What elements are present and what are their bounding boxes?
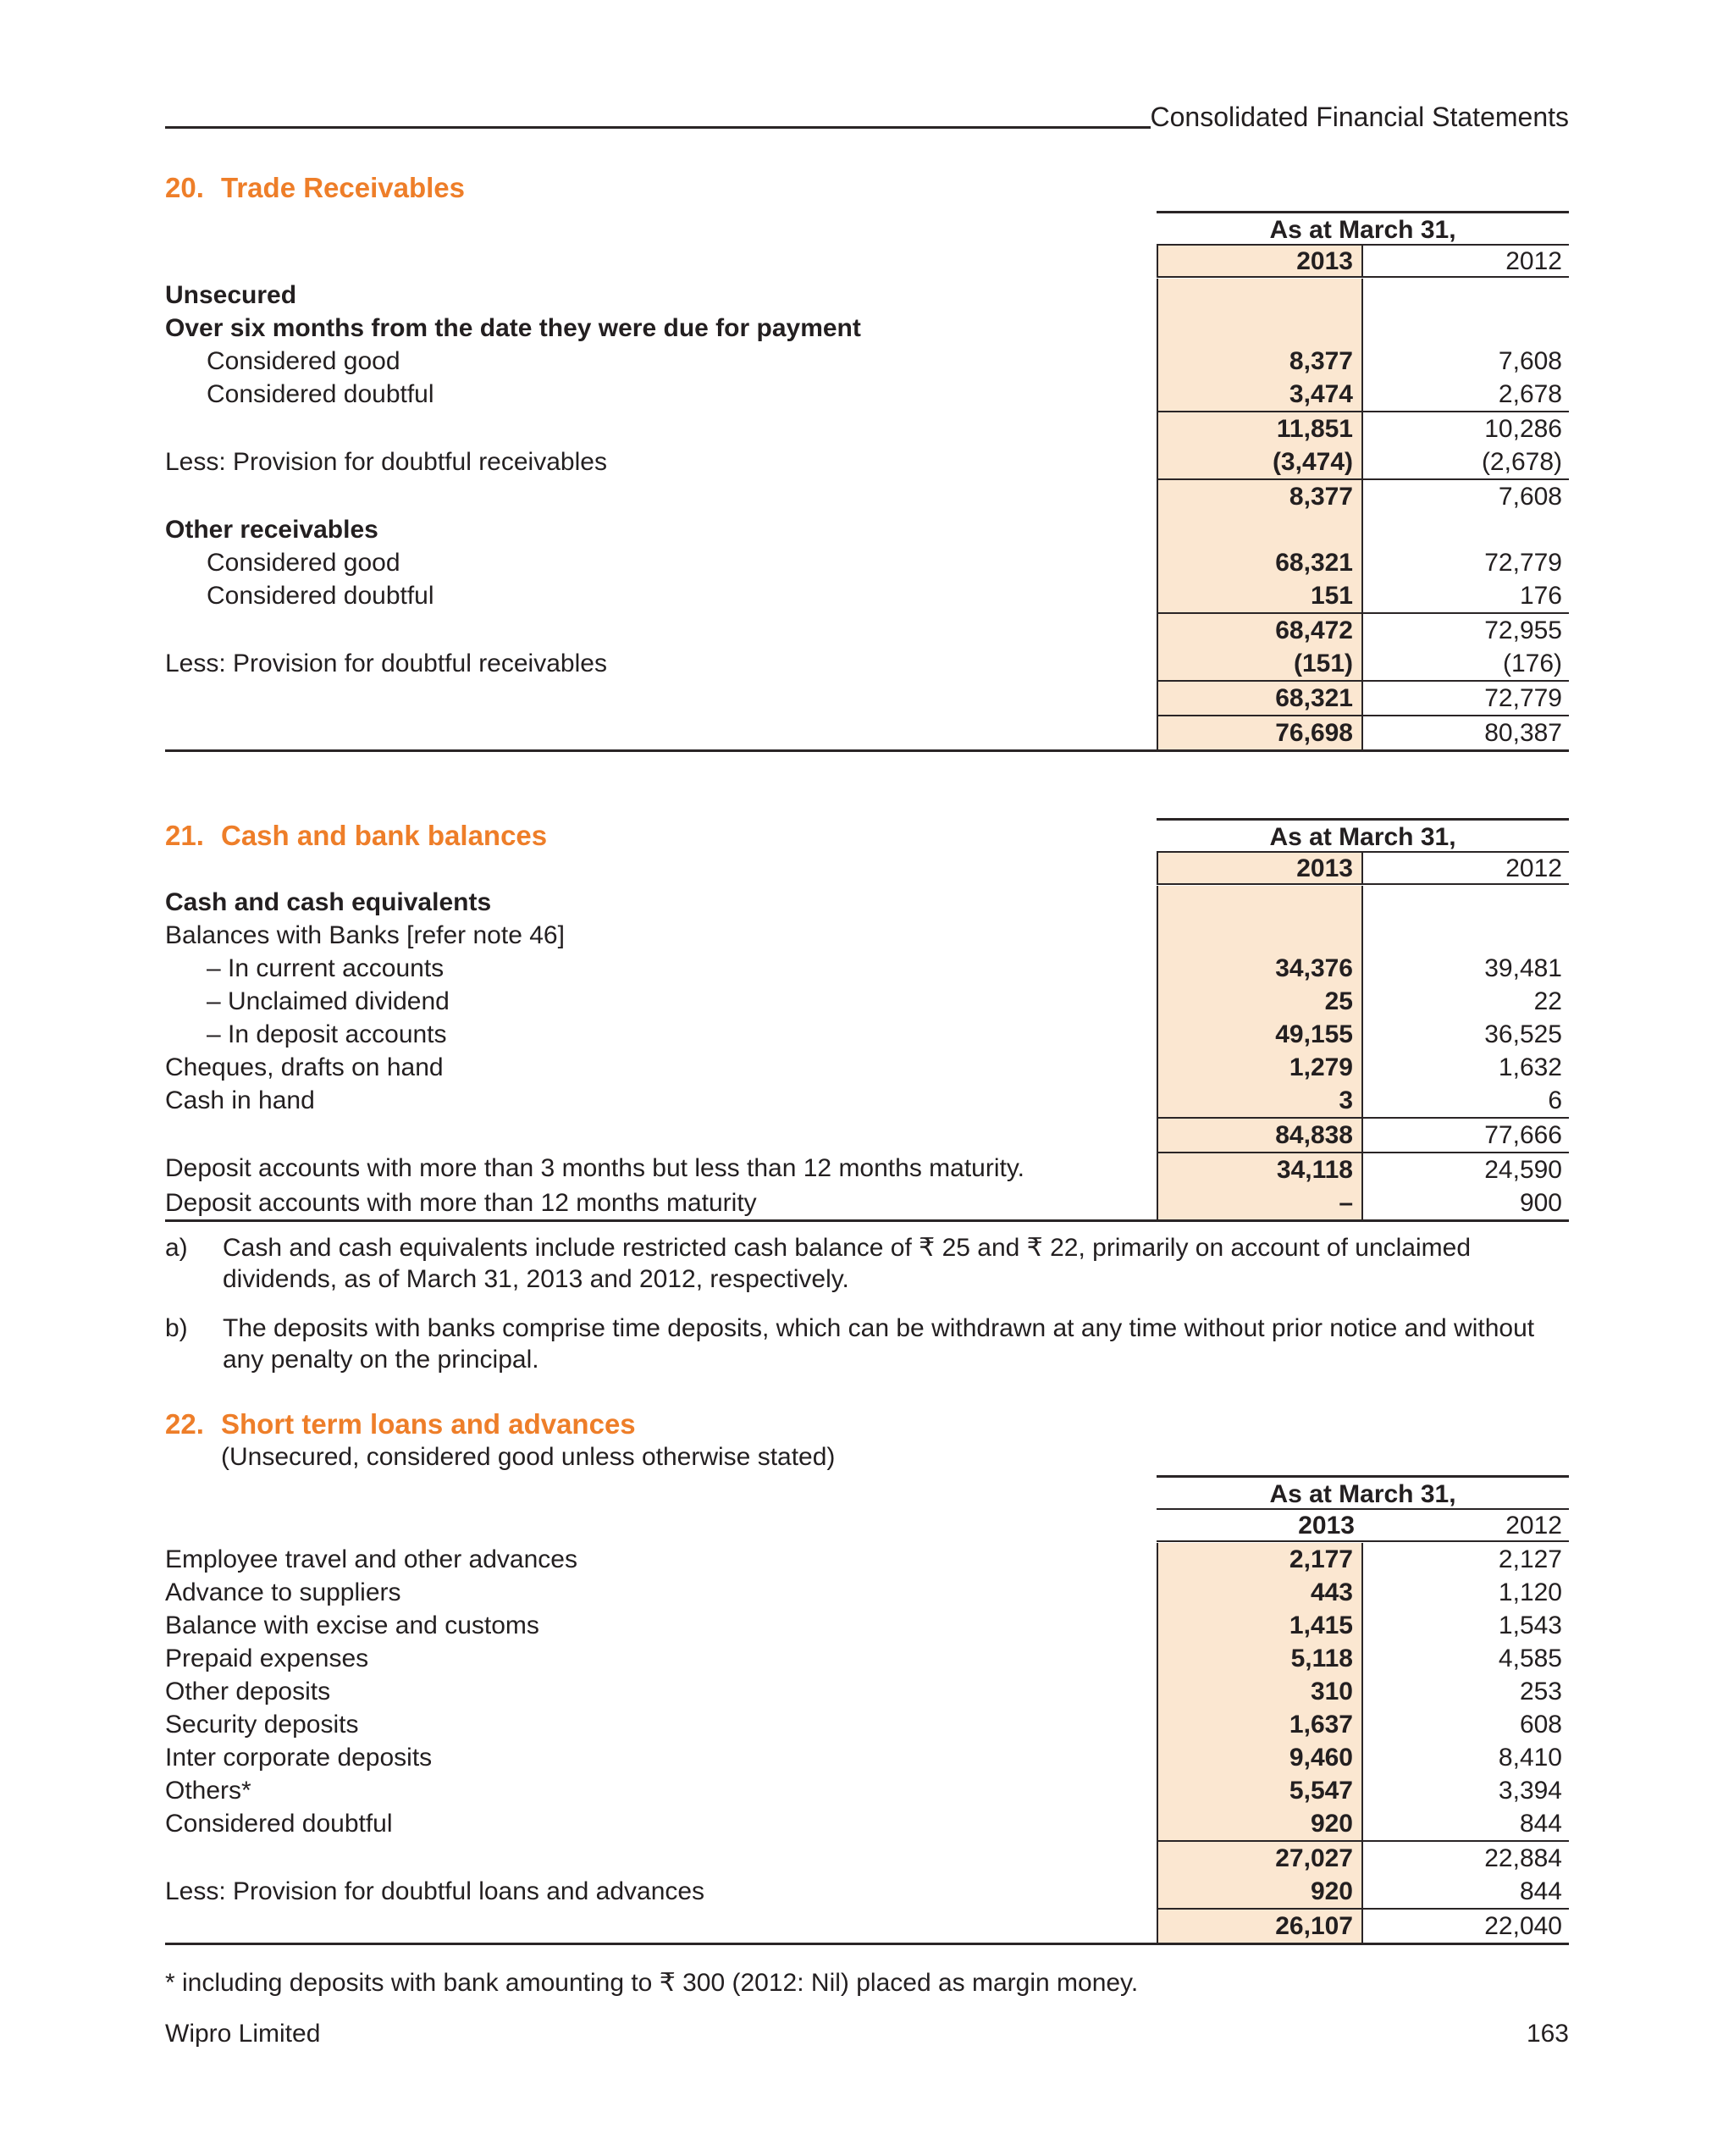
- row-value-2012: (2,678): [1481, 448, 1562, 476]
- row-value-2013: 34,118: [1157, 1152, 1363, 1186]
- row-label: Over six months from the date they were due for payment: [165, 314, 861, 342]
- row-value-2013: 920: [1157, 1807, 1363, 1840]
- total-value-2013: 76,698: [1157, 715, 1363, 749]
- row-value-2013: 920: [1157, 1875, 1363, 1908]
- section-22-heading: [165, 1407, 1569, 1440]
- row-value-2013: 5,547: [1157, 1774, 1363, 1807]
- row-value-2013: 2,177: [1157, 1543, 1363, 1576]
- row-value-2012: 844: [1519, 1810, 1562, 1838]
- section-22-title: Short term loans and advances: [221, 1408, 636, 1440]
- subtotal-value-2013: 84,838: [1157, 1117, 1363, 1152]
- row-value-2013: 1,415: [1157, 1609, 1363, 1642]
- note-b-marker: b): [165, 1314, 188, 1342]
- row-value-2012: [1363, 886, 1569, 919]
- row-label: Other receivables: [165, 516, 378, 544]
- column-header-2013: 2013: [1157, 1510, 1363, 1542]
- row-value-2013: 34,376: [1157, 952, 1363, 985]
- subtotal-value-2013: 8,377: [1157, 478, 1363, 513]
- row-label: Others*: [165, 1777, 251, 1805]
- section-20-heading: [165, 171, 1569, 204]
- row-label: Security deposits: [165, 1711, 359, 1739]
- row-value-2012: [1363, 312, 1569, 345]
- table-spacer: [165, 853, 1157, 886]
- row-value-2012: 608: [1519, 1711, 1562, 1739]
- row-value-2013: 1,279: [1157, 1051, 1363, 1084]
- row-label: Less: Provision for doubtful receivables: [165, 650, 607, 677]
- row-label: [165, 715, 1157, 749]
- column-group-header: As at March 31,: [1157, 1475, 1569, 1510]
- row-label: [165, 612, 1157, 647]
- column-header-2013: 2013: [1157, 853, 1363, 885]
- row-label: – In current accounts: [207, 954, 445, 982]
- column-header-2012: 2012: [1363, 853, 1569, 885]
- row-value-2013: [1157, 279, 1363, 312]
- row-label: Prepaid expenses: [165, 1645, 369, 1672]
- row-label: Deposit accounts with more than 12 months maturity: [165, 1189, 757, 1217]
- row-value-2012: 24,590: [1363, 1152, 1569, 1186]
- row-label: Less: Provision for doubtful loans and advances: [165, 1877, 705, 1905]
- note-a: [165, 1232, 1569, 1295]
- row-label: [165, 1117, 1157, 1152]
- table-footnote: * including deposits with bank amounting to ₹ 300 (2012: Nil) placed as margin money.: [165, 1969, 1139, 1997]
- row-label: [165, 680, 1157, 715]
- notes-block: [165, 1232, 1569, 1375]
- row-label: Advance to suppliers: [165, 1578, 401, 1606]
- subtotal-value-2013: 11,851: [1157, 411, 1363, 445]
- column-group-header: As at March 31,: [1157, 211, 1569, 246]
- table-spacer: [165, 211, 1157, 246]
- section-21-number: 21.: [165, 820, 204, 851]
- total-value-2013: 26,107: [1157, 1908, 1363, 1943]
- row-value-2012: 22: [1533, 987, 1562, 1015]
- row-value-2012: 176: [1519, 582, 1562, 610]
- row-value-2012: 2,127: [1498, 1545, 1562, 1573]
- subtotal-value-2013: 68,321: [1157, 680, 1363, 715]
- row-label: Balances with Banks [refer note 46]: [165, 921, 565, 949]
- row-value-2012: [1363, 279, 1569, 312]
- page-header: [165, 0, 1569, 134]
- section-22-number: 22.: [165, 1408, 204, 1440]
- subtotal-value-2012: 22,884: [1363, 1840, 1569, 1875]
- row-value-2012: 8,410: [1498, 1744, 1562, 1772]
- row-label: Considered doubtful: [207, 582, 434, 610]
- row-value-2013: [1157, 312, 1363, 345]
- row-value-2013: 151: [1157, 579, 1363, 612]
- table-spacer: [165, 1475, 1157, 1510]
- row-value-2012: 3,394: [1498, 1777, 1562, 1805]
- column-header-2012: 2012: [1363, 246, 1569, 278]
- row-label: [165, 1840, 1157, 1875]
- row-value-2012: 900: [1519, 1189, 1562, 1217]
- row-label: Cheques, drafts on hand: [165, 1053, 444, 1081]
- column-group-header: As at March 31,: [1157, 818, 1569, 853]
- subtotal-value-2013: 68,472: [1157, 612, 1363, 647]
- subtotal-value-2012: 72,955: [1363, 612, 1569, 647]
- column-header-2013: 2013: [1157, 246, 1363, 278]
- row-label: – In deposit accounts: [207, 1020, 447, 1048]
- row-value-2012: 1,543: [1498, 1611, 1562, 1639]
- column-header-2012: 2012: [1363, 1510, 1569, 1542]
- row-label: Cash and cash equivalents: [165, 888, 492, 916]
- section-21-title: Cash and bank balances: [221, 820, 548, 851]
- row-value-2013: [1157, 919, 1363, 952]
- row-label: Considered doubtful: [207, 380, 434, 408]
- row-value-2012: 844: [1519, 1877, 1562, 1905]
- row-value-2013: 8,377: [1157, 345, 1363, 378]
- note-a-marker: a): [165, 1234, 188, 1262]
- page-footer: [165, 2020, 1569, 2048]
- subtotal-value-2012: 77,666: [1363, 1117, 1569, 1152]
- row-value-2013: 9,460: [1157, 1741, 1363, 1774]
- row-value-2012: 36,525: [1484, 1020, 1562, 1048]
- short-term-loans-table: [165, 1475, 1569, 1945]
- row-label: Less: Provision for doubtful receivables: [165, 448, 607, 476]
- row-value-2013: (151): [1157, 647, 1363, 680]
- row-label: Other deposits: [165, 1678, 331, 1705]
- row-label: Balance with excise and customs: [165, 1611, 539, 1639]
- row-value-2013: [1157, 886, 1363, 919]
- row-label: Unsecured: [165, 281, 297, 309]
- footer-page-number: 163: [1526, 2020, 1569, 2048]
- note-b: [165, 1313, 1569, 1375]
- row-label: [165, 478, 1157, 513]
- row-value-2013: 443: [1157, 1576, 1363, 1609]
- row-value-2012: 2,678: [1498, 380, 1562, 408]
- row-label: Considered doubtful: [165, 1810, 393, 1838]
- row-value-2013: (3,474): [1157, 445, 1363, 478]
- header-title: Consolidated Financial Statements: [1150, 102, 1569, 132]
- subtotal-value-2012: 72,779: [1363, 680, 1569, 715]
- row-value-2013: 310: [1157, 1675, 1363, 1708]
- subtotal-value-2012: 7,608: [1363, 478, 1569, 513]
- row-value-2013: 3,474: [1157, 378, 1363, 411]
- row-value-2013: –: [1157, 1186, 1363, 1219]
- row-value-2013: 5,118: [1157, 1642, 1363, 1675]
- row-value-2012: 39,481: [1484, 954, 1562, 982]
- row-value-2012: 7,608: [1498, 347, 1562, 375]
- table-spacer: [165, 1510, 1157, 1543]
- subtotal-value-2013: 27,027: [1157, 1840, 1363, 1875]
- row-label: – Unclaimed dividend: [207, 987, 450, 1015]
- row-value-2012: 253: [1519, 1678, 1562, 1705]
- total-value-2012: 22,040: [1363, 1908, 1569, 1943]
- section-22-subtitle: (Unsecured, considered good unless otherwise stated): [221, 1443, 836, 1471]
- subtotal-value-2012: 10,286: [1363, 411, 1569, 445]
- row-label: Employee travel and other advances: [165, 1545, 577, 1573]
- row-value-2012: (176): [1502, 650, 1562, 677]
- row-value-2013: 68,321: [1157, 546, 1363, 579]
- row-value-2012: [1363, 919, 1569, 952]
- footer-company: Wipro Limited: [165, 2020, 321, 2048]
- row-value-2012: 72,779: [1484, 549, 1562, 577]
- row-value-2012: 6: [1548, 1086, 1562, 1114]
- section-21-heading: [165, 818, 1157, 853]
- note-b-text: The deposits with banks comprise time deposits, which can be withdrawn at any time without prior notice and without any penalty on the principal.: [223, 1314, 1535, 1374]
- row-label: [165, 411, 1157, 445]
- row-value-2012: 4,585: [1498, 1645, 1562, 1672]
- row-value-2012: [1363, 513, 1569, 546]
- table-spacer: [165, 246, 1157, 279]
- row-value-2013: 3: [1157, 1084, 1363, 1117]
- row-value-2012: 1,120: [1498, 1578, 1562, 1606]
- total-value-2012: 80,387: [1363, 715, 1569, 749]
- row-label: Considered good: [207, 347, 400, 375]
- row-label: Cash in hand: [165, 1086, 315, 1114]
- row-label: Inter corporate deposits: [165, 1744, 433, 1772]
- row-value-2013: [1157, 513, 1363, 546]
- note-a-text: Cash and cash equivalents include restricted cash balance of ₹ 25 and ₹ 22, primarily on account of unclaimed dividends, as of March 31, 2013 and 2012, respectively.: [223, 1234, 1472, 1293]
- header-rule: [165, 126, 1151, 129]
- row-label: [165, 1908, 1157, 1943]
- row-value-2013: 25: [1157, 985, 1363, 1018]
- cash-and-bank-balances-table: [165, 818, 1569, 1222]
- section-20-number: 20.: [165, 172, 204, 203]
- row-value-2012: 1,632: [1498, 1053, 1562, 1081]
- trade-receivables-table: [165, 211, 1569, 752]
- row-label: Considered good: [207, 549, 400, 577]
- row-value-2013: 1,637: [1157, 1708, 1363, 1741]
- row-value-2013: 49,155: [1157, 1018, 1363, 1051]
- section-20-title: Trade Receivables: [221, 172, 466, 203]
- row-label: Deposit accounts with more than 3 months but less than 12 months maturity.: [165, 1154, 1024, 1182]
